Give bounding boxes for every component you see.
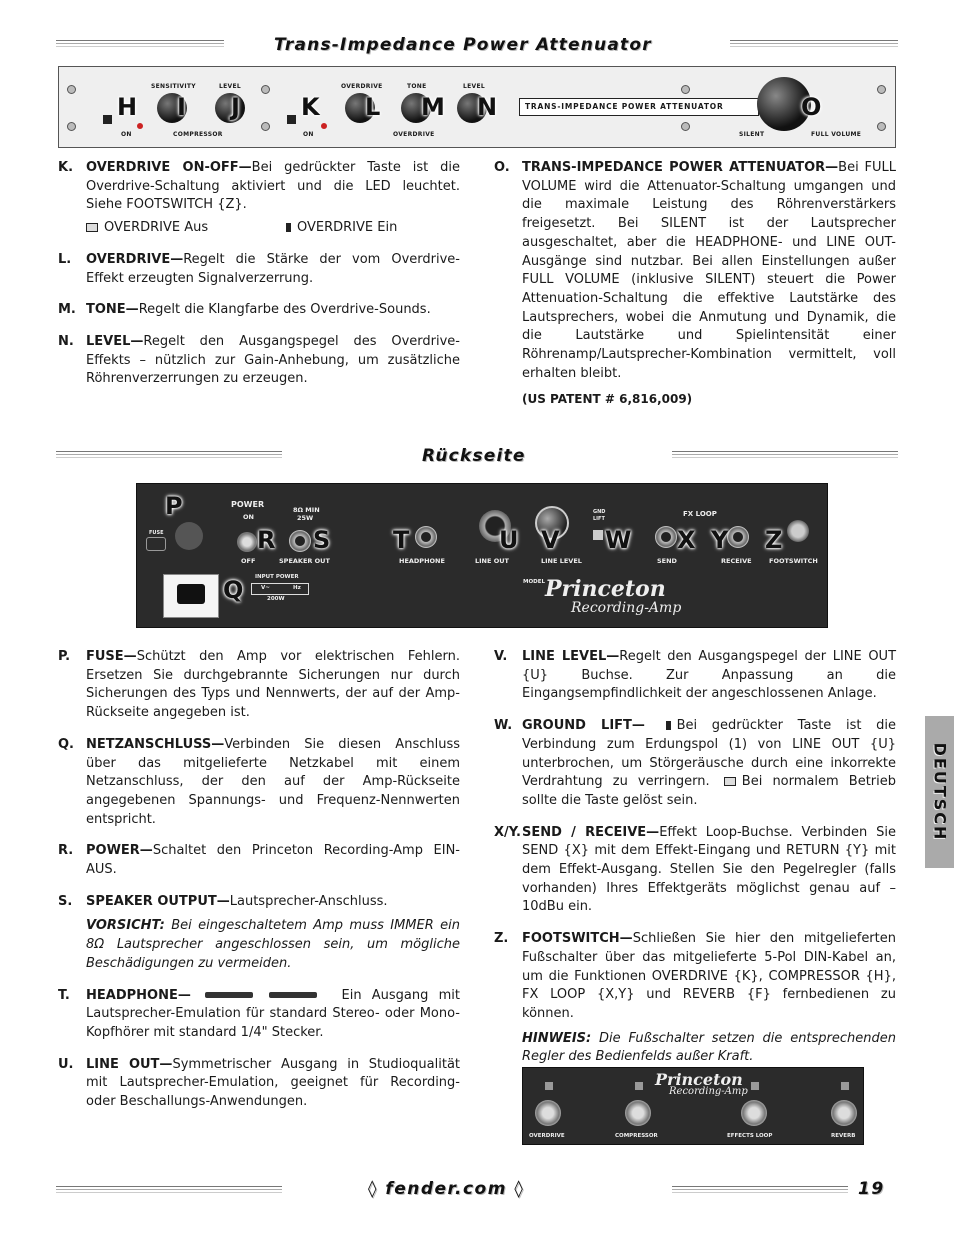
label-tone: TONE [407,83,427,90]
overdrive-switch [287,115,296,124]
compressor-switch [103,115,112,124]
hint-label: HINWEIS: [522,1030,592,1046]
overdrive-off-state [86,219,286,238]
footer-site-text: fender.com [385,1179,507,1199]
label-power: POWER [231,500,265,509]
item-term: NETZANSCHLUSS— [86,736,225,752]
item-text: Regelt die Stärke der vom Overdrive-Effekt erzeugten Signalverzerrung. [86,251,460,286]
power-switch [237,532,257,552]
label-silent: SILENT [739,131,765,138]
label-receive: RECEIVE [721,557,752,565]
item-term: POWER— [86,843,153,859]
screw [261,122,270,131]
item-text: Regelt den Ausgangspegel des Overdrive-Effekts – nützlich zur Gain-Anhebung, um zusätzliche Röhrenverzerrungen zu erzeugen. [86,333,460,387]
item-letter: N. [58,333,74,349]
item-term: OVERDRIVE— [86,251,184,267]
overdrive-led [321,123,327,129]
item-q [58,736,460,830]
fs-led [751,1082,759,1090]
item-text: Schützt den Amp vor elektrischen Fehlern. Ersetzen Sie durchgebrannte Sicherungen nur durch Sicherungen des Typs und Nennwerts, der auf der Amp-Rückseite angegeben ist. [86,649,460,721]
item-letter: U. [58,1056,74,1072]
fs-button-effects-loop [741,1100,767,1126]
ground-lift-switch [593,530,603,540]
overdrive-state-row [86,219,460,238]
switch-released-icon [724,777,736,786]
item-term: TONE— [86,302,139,318]
fs-button-overdrive [535,1100,561,1126]
caution-note [86,917,460,973]
label-level: LEVEL [219,83,241,90]
letter-j: J [231,93,240,121]
label-attenuator: TRANS-IMPEDANCE POWER ATTENUATOR [525,102,724,111]
item-term: LINE LEVEL— [522,649,620,664]
item-k [58,159,460,238]
letter-m: M [421,93,445,121]
footer-rule-left [56,1186,282,1194]
hint-note [522,1030,896,1067]
title-rule-left [56,40,224,48]
item-xy [494,824,896,918]
item-text: Schließen Sie hier den mitgelieferten Fußschalter über das mitgelieferte 5-Pol DIN-Kabel an, um die Funktionen OVERDRIVE {K}, COMPRESSOR {H}, FX LOOP {X,Y} und REVERB {F} fernbedienen zu können. [522,931,896,1021]
letter-t: T [393,526,410,554]
item-text: Lautsprecher-Anschluss. [229,893,388,909]
letter-i: I [177,93,186,121]
language-tab-label: DEUTSCH [930,742,949,842]
letter-z: Z [765,526,783,554]
item-letter: M. [58,302,76,318]
screw [67,122,76,131]
label-overdrive: OVERDRIVE [393,131,435,138]
footswitch-image [522,1067,864,1145]
item-text: Regelt die Klangfarbe des Overdrive-Sounds. [138,302,431,318]
item-s [58,893,460,974]
item-text: Bei gedrückter Taste ist die Verbindung zum Erdungspol (1) von LINE OUT {U} unterbrochen, um Störgeräusche durch eine inkorrekte Verdrahtung zu verringern. [522,718,896,790]
rear-panel-image [136,483,828,628]
title-rule-right [730,40,898,48]
stereo-plug-icon [205,992,253,998]
fs-label-compressor: COMPRESSOR [615,1133,658,1139]
label-hz: Hz [293,585,301,591]
item-term: TRANS-IMPEDANCE POWER ATTENUATOR— [522,160,839,175]
label-model: MODEL [523,579,545,585]
item-letter: W. [494,718,513,734]
footer-rule-right [672,1186,848,1194]
letter-x: X [677,526,696,554]
patent-note: (US PATENT # 6,816,009) [522,392,693,407]
item-letter: Z. [494,931,509,947]
diamond-icon: ◊ [506,1179,525,1199]
page-number: 19 [858,1179,885,1199]
letter-u: U [499,526,519,554]
fs-label-overdrive: OVERDRIVE [529,1133,565,1139]
front-panel-image [58,66,896,148]
item-text: Effekt Loop-Buchse. Verbinden Sie SEND {X} mit dem Effekt-Eingang und RETURN {Y} mit dem Effekt-Ausgang. Stellen Sie den Pegelregler (falls vorhanden) Ihres Effektgeräts möglichst genau auf –10dBu ein. [522,824,896,915]
item-text: Symmetrischer Ausgang in Studioqualität mit Lautsprecher-Emulation, geeignet für Recording- oder Beschallungs-Anwendungen. [86,1056,461,1110]
item-term: SEND / RECEIVE— [522,824,660,840]
label-line-out: LINE OUT [475,557,509,565]
label-send: SEND [657,557,677,565]
screw [877,85,886,94]
item-term: LINE OUT— [86,1056,173,1072]
item-l [58,251,460,288]
din-jack [787,520,809,542]
column-left-bottom [58,648,460,1125]
caution-text: Bei eingeschaltetem Amp muss IMMER ein 8Ω Lautsprecher angeschlossen sein, um mögliche Beschädigungen zu vermeiden. [86,918,460,971]
letter-p: P [165,492,183,520]
fs-led [841,1082,849,1090]
label-line-level: LINE LEVEL [541,557,582,565]
column-right-bottom [494,648,896,1080]
item-o [494,159,896,409]
label-speaker-out: SPEAKER OUT [279,557,330,565]
hint-text: Die Fußschalter setzen die entsprechenden Regler des Bedienfelds außer Kraft. [522,1030,897,1065]
item-term: FUSE— [86,649,137,664]
label-sensitivity: SENSITIVITY [151,83,196,90]
rear-rule-left [56,451,282,459]
label-full-volume: FULL VOLUME [811,131,862,138]
overdrive-on-state [286,219,397,238]
item-letter: L. [58,251,72,267]
item-letter: Q. [58,736,74,752]
label-fuse: FUSE [149,530,164,536]
item-term: LEVEL— [86,333,144,349]
caution-label: VORSICHT: [86,918,165,934]
item-term: SPEAKER OUTPUT— [86,893,230,909]
switch-down-icon [286,223,291,232]
item-text: Bei gedrückter Taste ist die Overdrive-Schaltung aktiviert und die LED leuchtet. Siehe FOOTSWITCH {Z}. [86,160,460,213]
item-p [58,648,460,723]
item-w [494,717,896,811]
fs-label-effects-loop: EFFECTS LOOP [727,1133,773,1139]
letter-o: O [801,93,822,121]
item-letter: R. [58,843,74,859]
letter-s: S [313,526,331,554]
screw [681,122,690,131]
mono-plug-icon [269,992,317,998]
label-on: ON [121,131,132,138]
language-tab [925,716,954,868]
screw [877,122,886,131]
item-m [58,301,460,320]
receive-jack [727,526,749,548]
fs-label-reverb: REVERB [831,1133,856,1139]
letter-l: L [365,93,381,121]
label-watt: 25W [297,514,314,522]
label-power-rating: 200W [267,596,285,602]
recording-amp-logo: Recording-Amp [571,600,682,616]
princeton-logo: Princeton [545,576,666,602]
label-ohm: 8Ω MIN [293,506,320,514]
label-input-power: INPUT POWER [255,574,299,580]
headphone-jack [415,526,437,548]
diamond-icon: ◊ [368,1179,386,1199]
label-fx-loop: FX LOOP [683,510,717,518]
item-letter: X/Y. [494,824,521,840]
speaker-out-jack [289,530,311,552]
label-lift: LIFT [593,516,605,522]
overdrive-off-label: OVERDRIVE Aus [104,220,209,236]
fs-brand: Princeton [655,1070,743,1089]
letter-q: Q [223,576,244,604]
switch-up-icon [86,223,98,232]
letter-v: V [541,526,560,554]
item-r [58,842,460,879]
item-text: Schaltet den Princeton Recording-Amp EIN-AUS. [86,843,460,878]
item-letter: P. [58,649,71,664]
fuse-holder [146,537,166,551]
knob-level [215,93,245,123]
label-level-od: LEVEL [463,83,485,90]
rear-rule-right [672,451,898,459]
send-jack [655,526,677,548]
item-text: Bei FULL VOLUME wird die Attenuator-Schaltung umgangen und die maximale Leistung des Röhrenverstärkers freigesetzt. Bei SILENT ist der Lautsprecher ausgeschaltet, aber die HEADPHONE- und LINE OUT-Ausgänge sind nutzbar. Bei allen Einstellungen außer FULL VOLUME (inklusive SILENT) steuert die Power Attenuation-Schaltung die effektive Lautstärke des Lautsprechers, wobei die Anmutung und Dynamik, die die Lautstärke und Spielintensität einer Röhrenamp/Lautsprecher-Kombination vermittelt, voll erhalten bleibt. [522,160,896,381]
letter-k: K [301,93,320,121]
item-term: OVERDRIVE ON-OFF— [86,160,252,175]
item-letter: T. [58,987,70,1003]
screw [261,85,270,94]
item-t [58,987,460,1043]
item-v [494,648,896,704]
item-term: HEADPHONE— [86,987,191,1003]
label-voltage: V~ [261,585,270,591]
item-letter: K. [58,160,74,175]
column-right-top [494,159,896,422]
overdrive-on-label: OVERDRIVE Ein [297,220,398,236]
label-overdrive-knob: OVERDRIVE [341,83,383,90]
item-letter: O. [494,160,510,175]
item-text-2: Bei normalem Betrieb sollte die Taste gelöst sein. [522,774,896,808]
label-power-off: OFF [241,557,256,565]
letter-w: W [605,526,632,554]
label-headphone: HEADPHONE [399,557,445,565]
letter-h: H [117,93,138,121]
item-z [494,930,896,1067]
item-letter: S. [58,893,73,909]
footer-site [368,1179,524,1199]
item-text: Regelt den Ausgangspegel der LINE OUT {U} Buchse. Zur Anpassung an die Eingangsempfindlichkeit der angeschlossenen Anlage. [522,649,897,702]
item-term: FOOTSWITCH— [522,931,633,947]
item-letter: V. [494,649,508,664]
fs-brand-sub: Recording-Amp [669,1086,748,1097]
label-power-on: ON [243,513,254,521]
label-compressor: COMPRESSOR [173,131,223,138]
fuse-dial [175,522,203,550]
screw [67,85,76,94]
section-title-attenuator: Trans-Impedance Power Attenuator [274,35,652,55]
fs-button-compressor [625,1100,651,1126]
letter-r: R [257,526,276,554]
section-title-rear: Rückseite [422,446,526,466]
fs-led [635,1082,643,1090]
item-n [58,333,460,389]
item-text: Ein Ausgang mit Lautsprecher-Emulation für standard Stereo- oder Mono-Kopfhörer mit standard 1/4" Stecker. [86,987,460,1040]
item-term: GROUND LIFT— [522,718,645,734]
label-footswitch: FOOTSWITCH [769,557,818,565]
item-text: Verbinden Sie diesen Anschluss über das mitgelieferte Netzkabel mit einem Netzanschluss, der den auf der Amp-Rückseite angegebenen Spannungs- und Frequenz-Nennwerten entspricht. [86,736,460,827]
compressor-led [137,123,143,129]
item-u [58,1056,460,1112]
screw [681,85,690,94]
column-left-top [58,159,460,402]
label-gnd: GND [593,509,606,515]
power-inlet-socket [177,584,205,604]
label-on-od: ON [303,131,314,138]
fs-led [545,1082,553,1090]
fs-button-reverb [831,1100,857,1126]
letter-y: Y [711,526,729,554]
letter-n: N [477,93,498,121]
switch-pressed-icon [666,721,671,730]
